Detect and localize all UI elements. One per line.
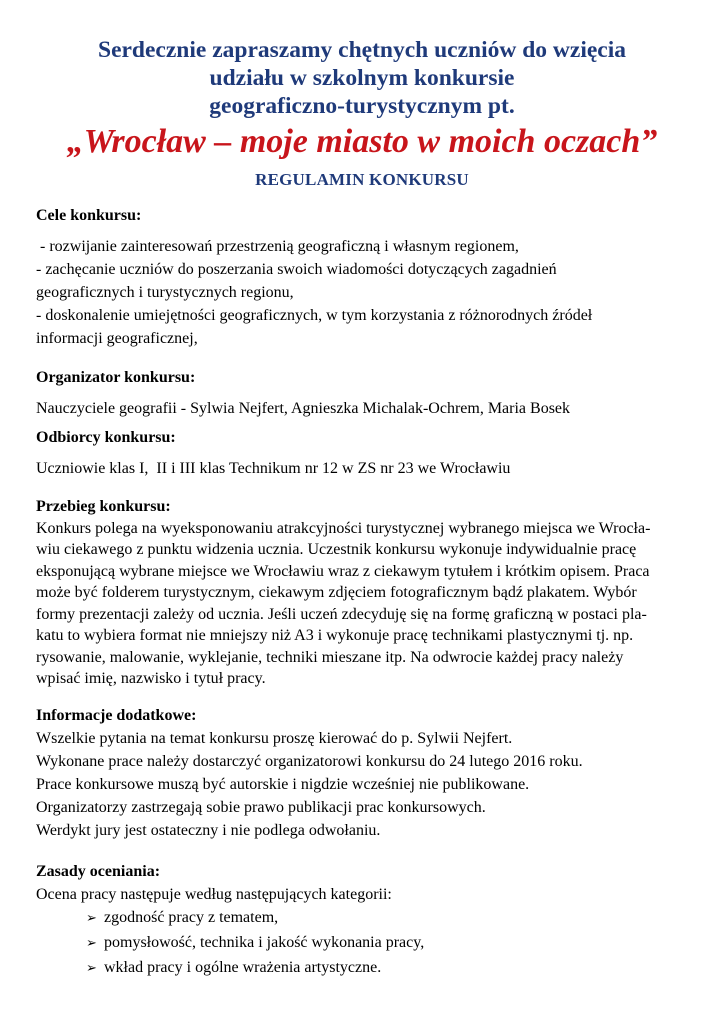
procedure-line: rysowanie, malowanie, wyklejanie, techniki mieszane itp. Na odwrocie każdej pracy należy xyxy=(36,648,624,666)
list-item xyxy=(86,931,688,956)
section-heading: Przebieg konkursu: xyxy=(36,498,171,515)
goal-line: - doskonalenie umiejętności geograficznych, w tym korzystania z różnorodnych źródeł xyxy=(36,307,593,324)
goal-line: - rozwijanie zainteresowań przestrzenią geograficzną i własnym regionem, xyxy=(36,238,519,255)
arrow-bullet-icon: ➢ xyxy=(86,960,97,976)
info-list xyxy=(36,727,688,842)
procedure-text xyxy=(36,518,688,690)
section-informacje xyxy=(36,704,688,842)
goal-line: - zachęcanie uczniów do poszerzania swoich wiadomości dotyczących zagadnień xyxy=(36,261,557,278)
section-heading: Cele konkursu: xyxy=(36,207,142,224)
section-organizator xyxy=(36,366,688,420)
section-przebieg xyxy=(36,496,688,690)
info-line: Wykonane prace należy dostarczyć organizatorowi konkursu do 24 lutego 2016 roku. xyxy=(36,752,583,770)
arrow-bullet-icon: ➢ xyxy=(86,910,97,926)
procedure-line: Konkurs polega na wyeksponowaniu atrakcyjności turystycznej wybranego miejsca we Wrocła- xyxy=(36,519,651,537)
section-heading: Informacje dodatkowe: xyxy=(36,706,197,724)
invitation-line: Serdecznie zapraszamy chętnych uczniów do wzięcia xyxy=(98,37,626,63)
criteria-list xyxy=(36,906,688,981)
audience-text: Uczniowie klas I, II i III klas Technikum nr 12 w ZS nr 23 we Wrocławiu xyxy=(36,460,511,477)
organizer-text: Nauczyciele geografii - Sylwia Nejfert, Agnieszka Michalak-Ochrem, Maria Bosek xyxy=(36,400,571,417)
goal-line: informacji geograficznej, xyxy=(36,330,198,347)
invitation-line: udziału w szkolnym konkursie xyxy=(209,65,515,91)
procedure-line: wpisać imię, nazwisko i tytuł pracy. xyxy=(36,670,266,687)
procedure-line: katu to wybiera format nie mniejszy niż A3 i wykonuje pracę technikami plastycznymi tj. np. xyxy=(36,627,634,644)
section-heading: Zasady oceniania: xyxy=(36,862,161,880)
criterion-text: wkład pracy i ogólne wrażenia artystyczne. xyxy=(104,958,382,976)
section-heading: Organizator konkursu: xyxy=(36,369,196,386)
procedure-line: eksponującą wybrane miejsce we Wrocławiu wraz z ciekawym tytułem i krótkim opisem. Praca xyxy=(36,562,650,580)
section-zasady xyxy=(36,860,688,981)
info-line: Prace konkursowe muszą być autorskie i nigdzie wcześniej nie publikowane. xyxy=(36,775,530,793)
section-heading: Odbiorcy konkursu: xyxy=(36,429,176,446)
info-line: Wszelkie pytania na temat konkursu proszę kierować do p. Sylwii Nejfert. xyxy=(36,729,513,747)
criterion-text: zgodność pracy z tematem, xyxy=(104,908,279,926)
goal-line: geograficznych i turystycznych regionu, xyxy=(36,284,294,301)
goals-list xyxy=(36,235,688,350)
procedure-line: formy prezentacji zależy od ucznia. Jeśli uczeń zdecyduję się na formę graficzną w postaci pla- xyxy=(36,605,647,623)
contest-title: „Wrocław – moje miasto w moich oczach” xyxy=(66,123,658,160)
section-cele xyxy=(36,204,688,350)
procedure-line: może być folderem turystycznym, ciekawym zdjęciem fotograficznym bądź plakatem. Wybór xyxy=(36,584,637,601)
rules-heading: REGULAMIN KONKURSU xyxy=(255,170,469,189)
procedure-line: wiu ciekawego z punktu widzenia ucznia. Uczestnik konkursu wykonuje indywidualnie pracę xyxy=(36,541,637,558)
document-body xyxy=(36,204,688,981)
info-line: Werdykt jury jest ostateczny i nie podlega odwołaniu. xyxy=(36,821,381,839)
list-item xyxy=(86,906,688,931)
invitation-text xyxy=(20,36,704,120)
document-header xyxy=(20,36,704,190)
criteria-intro: Ocena pracy następuje według następujących kategorii: xyxy=(36,885,392,903)
arrow-bullet-icon: ➢ xyxy=(86,935,97,951)
invitation-line: geograficzno-turystycznym pt. xyxy=(209,93,515,119)
list-item xyxy=(86,956,688,981)
section-odbiorcy xyxy=(36,426,688,480)
info-line: Organizatorzy zastrzegają sobie prawo publikacji prac konkursowych. xyxy=(36,798,486,816)
criterion-text: pomysłowość, technika i jakość wykonania pracy, xyxy=(104,933,425,951)
